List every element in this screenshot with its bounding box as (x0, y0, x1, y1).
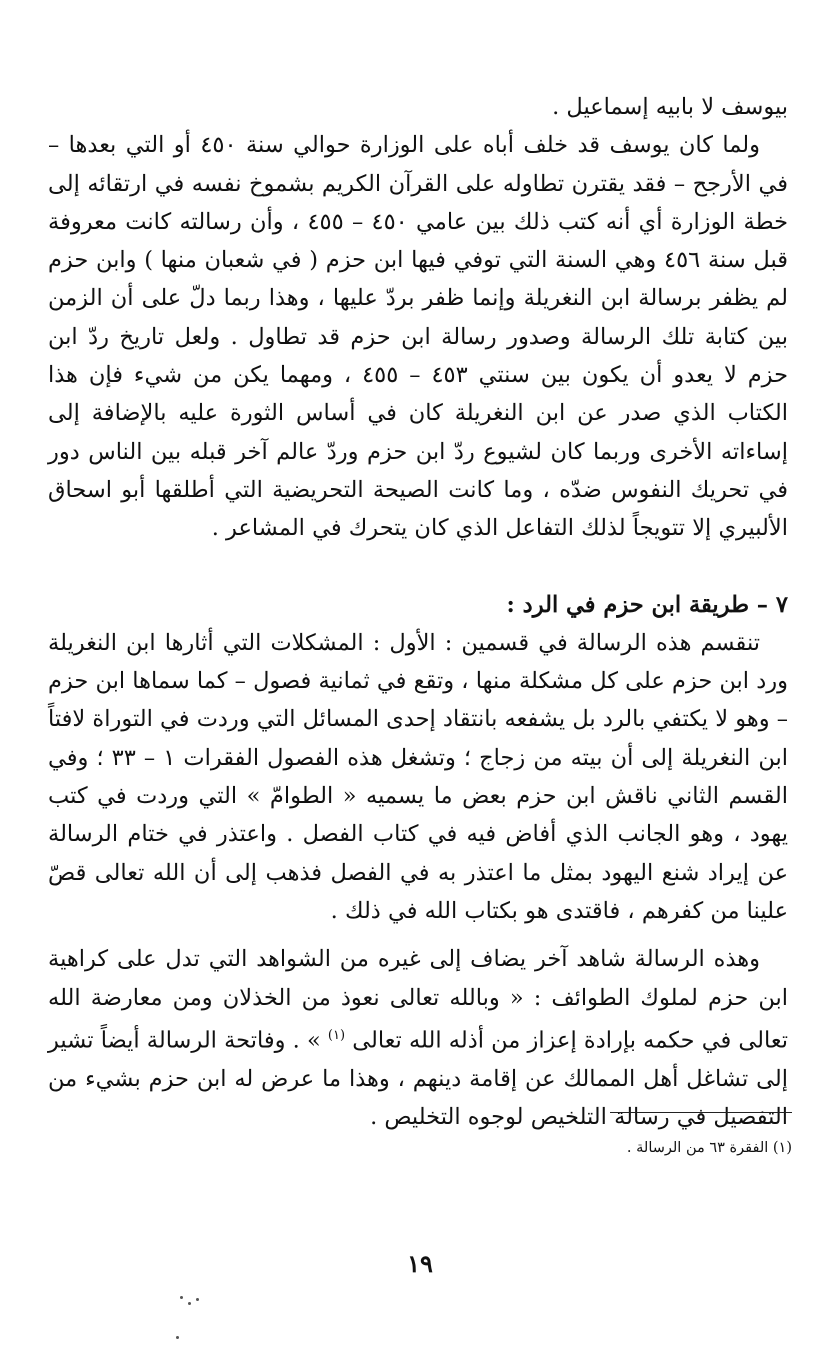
footnote: (١) الفقرة ٦٣ من الرسالة . (626, 1140, 792, 1156)
paragraph-3: تنقسم هذه الرسالة في قسمين : الأول : المشكلات التي أثارها ابن النغريلة ورد ابن حزم على كل مشكلة منها ، وتقع في ثمانية فصول – كما سماها ابن حزم – وهو لا يكتفي بالرد بل يشفعه بانتقاد إحدى المسائل التي وردت في التوراة لافتاً ابن النغريلة إلى أن بيته من زجاج ؛ وتشغل هذه الفصول الفقرات ١ – ٣٣ ؛ وفي القسم الثاني ناقش ابن حزم بعض ما يسميه « الطوامّ » التي وردت في كتب يهود ، وهو الجانب الذي أفاض فيه في كتاب الفصل . واعتذر في ختام الرسالة عن إيراد شنع اليهود بمثل ما اعتذر به في الفصل فذهب إلى أن الله تعالى قصّ علينا من كفرهم ، فاقتدى هو بكتاب الله في ذلك . (48, 629, 788, 924)
paragraph-4 (48, 940, 788, 1136)
paragraph-2: ولما كان يوسف قد خلف أباه على الوزارة حوالي سنة ٤٥٠ أو التي بعدها – في الأرجح – فقد يقترن تطاوله على القرآن الكريم بشموخ نفسه في ارتقائه إلى خطة الوزارة أي أنه كتب ذلك بين عامي ٤٥٠ – ٤٥٥ ، وأن رسالته كانت معروفة قبل سنة ٤٥٦ وهي السنة التي توفي فيها ابن حزم ( في شعبان منها ) وابن حزم لم يظفر برسالة ابن النغريلة وإنما ظفر بردّ عليها ، وهذا ربما دلّ على أن الزمن بين كتابة تلك الرسالة وصدور رسالة ابن حزم قد تطاول . ولعل تاريخ ردّ ابن حزم لا يعدو أن يكون بين سنتي ٤٥٣ – ٤٥٥ ، ومهما يكن من شيء فإن هذا الكتاب الذي صدر عن ابن النغريلة كان في أساس الثورة عليه بالإضافة إلى إساءاته الأخرى وربما كان لشيوع ردّ ابن حزم وردّ عالم آخر قبله بين الناس دور في تحريك النفوس ضدّه ، وما كانت الصيحة التحريضية التي أطلقها أبو اسحاق الألبيري إلا تتويجاً لذلك التفاعل الذي كان يتحرك في المشاعر . (48, 132, 788, 542)
scan-speck (176, 1336, 179, 1339)
footnote-reference: (١) (327, 1027, 346, 1043)
scan-speck (180, 1296, 183, 1299)
body-text (48, 88, 788, 1136)
paragraph-4-text-b: » . وفاتحة الرسالة أيضاً تشير إلى تشاغل أهل الممالك عن إقامة دينهم ، وهذا ما عرض له ابن حزم بشيء من التفصيل في رسالة التلخيص لوجوه التخليص . (48, 1027, 788, 1130)
section-heading: ٧ – طريقة ابن حزم في الرد : (506, 591, 788, 618)
footnote-separator (610, 1112, 792, 1113)
paragraph-1: بيوسف لا بابيه إسماعيل . (552, 94, 788, 120)
paragraph-4-text-a: وهذه الرسالة شاهد آخر يضاف إلى غيره من الشواهد التي تدل على كراهية ابن حزم لملوك الطوائف : « وبالله تعالى نعوذ من الخذلان ومن معارضة الله تعالى في حكمه بإرادة إعزاز من أذله الله تعالى (48, 946, 788, 1054)
scan-speck (188, 1302, 191, 1305)
scan-speck (196, 1298, 199, 1301)
page-number: ١٩ (407, 1249, 433, 1278)
